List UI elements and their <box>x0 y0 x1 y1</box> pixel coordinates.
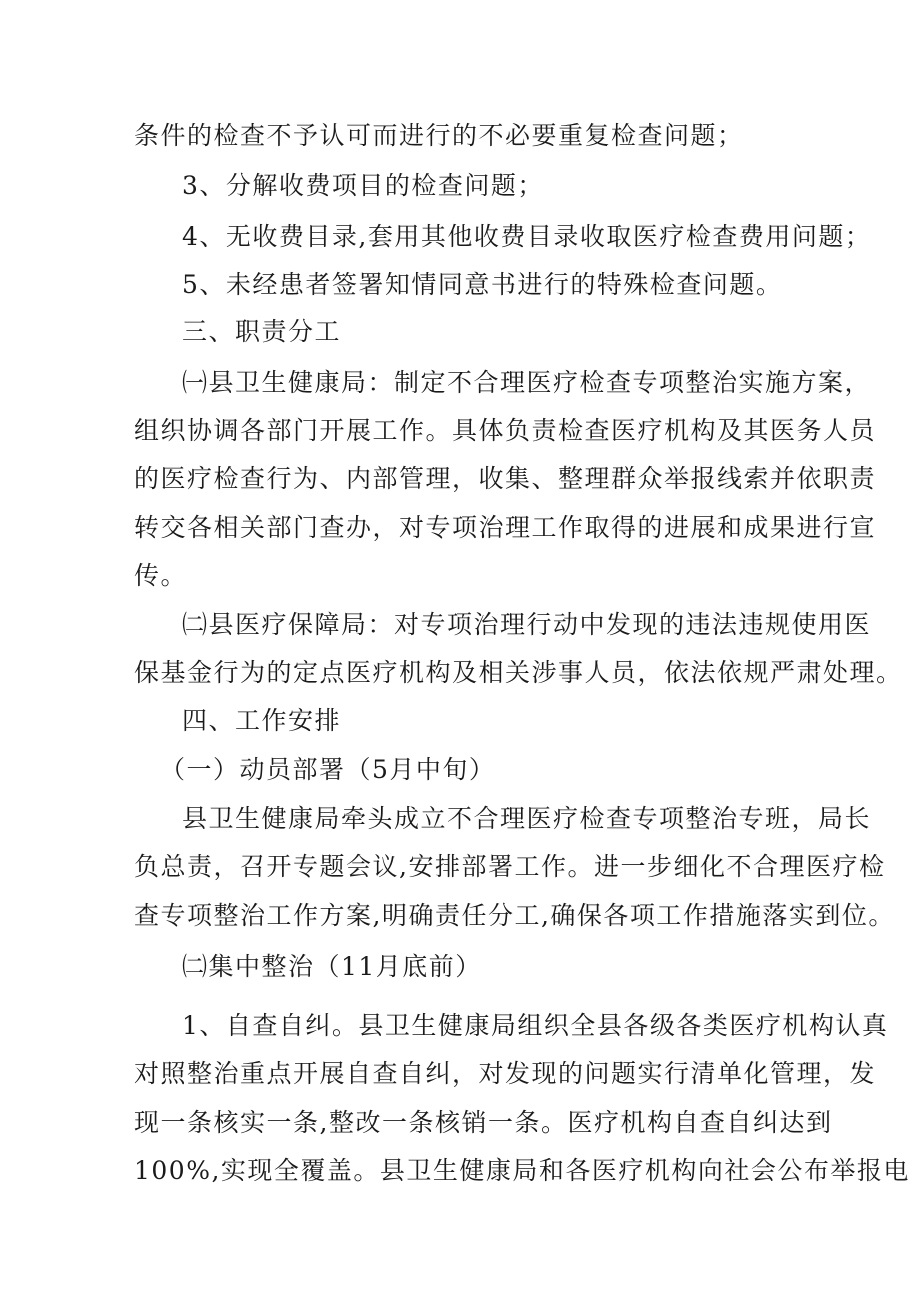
text-line: 现一条核实一条,整改一条核销一条。医疗机构自查自纠达到 <box>134 1108 833 1137</box>
text-line: 传。 <box>134 561 188 590</box>
text-line: 保基金行为的定点医疗机构及相关涉事人员，依法依规严肃处理。 <box>134 658 903 687</box>
text-line: 对照整治重点开展自查自纠，对发现的问题实行清单化管理，发 <box>134 1059 877 1088</box>
text-line: 查专项整治工作方案,明确责任分工,确保各项工作措施落实到位。 <box>134 901 895 930</box>
text-line: 100%,实现全覆盖。县卫生健康局和各医疗机构向社会公布举报电 <box>134 1156 910 1185</box>
list-item: 5、未经患者签署知情同意书进行的特殊检查问题。 <box>182 270 783 299</box>
list-item: 3、分解收费项目的检查问题； <box>182 171 544 200</box>
subsection-heading: ㈡集中整治（11月底前） <box>182 952 482 981</box>
paragraph-start: ㈠县卫生健康局：制定不合理医疗检查专项整治实施方案， <box>182 368 872 397</box>
subsection-heading: （一）动员部署（5月中旬） <box>160 755 496 784</box>
paragraph-start: 1、自查自纠。县卫生健康局组织全县各级各类医疗机构认真 <box>182 1011 889 1040</box>
list-item: 4、无收费目录,套用其他收费目录收取医疗检查费用问题； <box>182 222 872 251</box>
text-line: 组织协调各部门开展工作。具体负责检查医疗机构及其医务人员 <box>134 416 877 445</box>
section-heading: 四、工作安排 <box>182 706 342 735</box>
text-line: 的医疗检查行为、内部管理，收集、整理群众举报线索并依职责 <box>134 464 877 493</box>
paragraph-start: ㈡县医疗保障局：对专项治理行动中发现的违法违规使用医 <box>182 610 872 639</box>
text-line: 转交各相关部门查办，对专项治理工作取得的进展和成果进行宣 <box>134 513 877 542</box>
section-heading: 三、职责分工 <box>182 317 342 346</box>
paragraph-start: 县卫生健康局牵头成立不合理医疗检查专项整治专班，局长 <box>182 804 872 833</box>
text-line: 条件的检查不予认可而进行的不必要重复检查问题； <box>134 121 744 150</box>
text-line: 负总责，召开专题会议,安排部署工作。进一步细化不合理医疗检 <box>134 852 886 881</box>
